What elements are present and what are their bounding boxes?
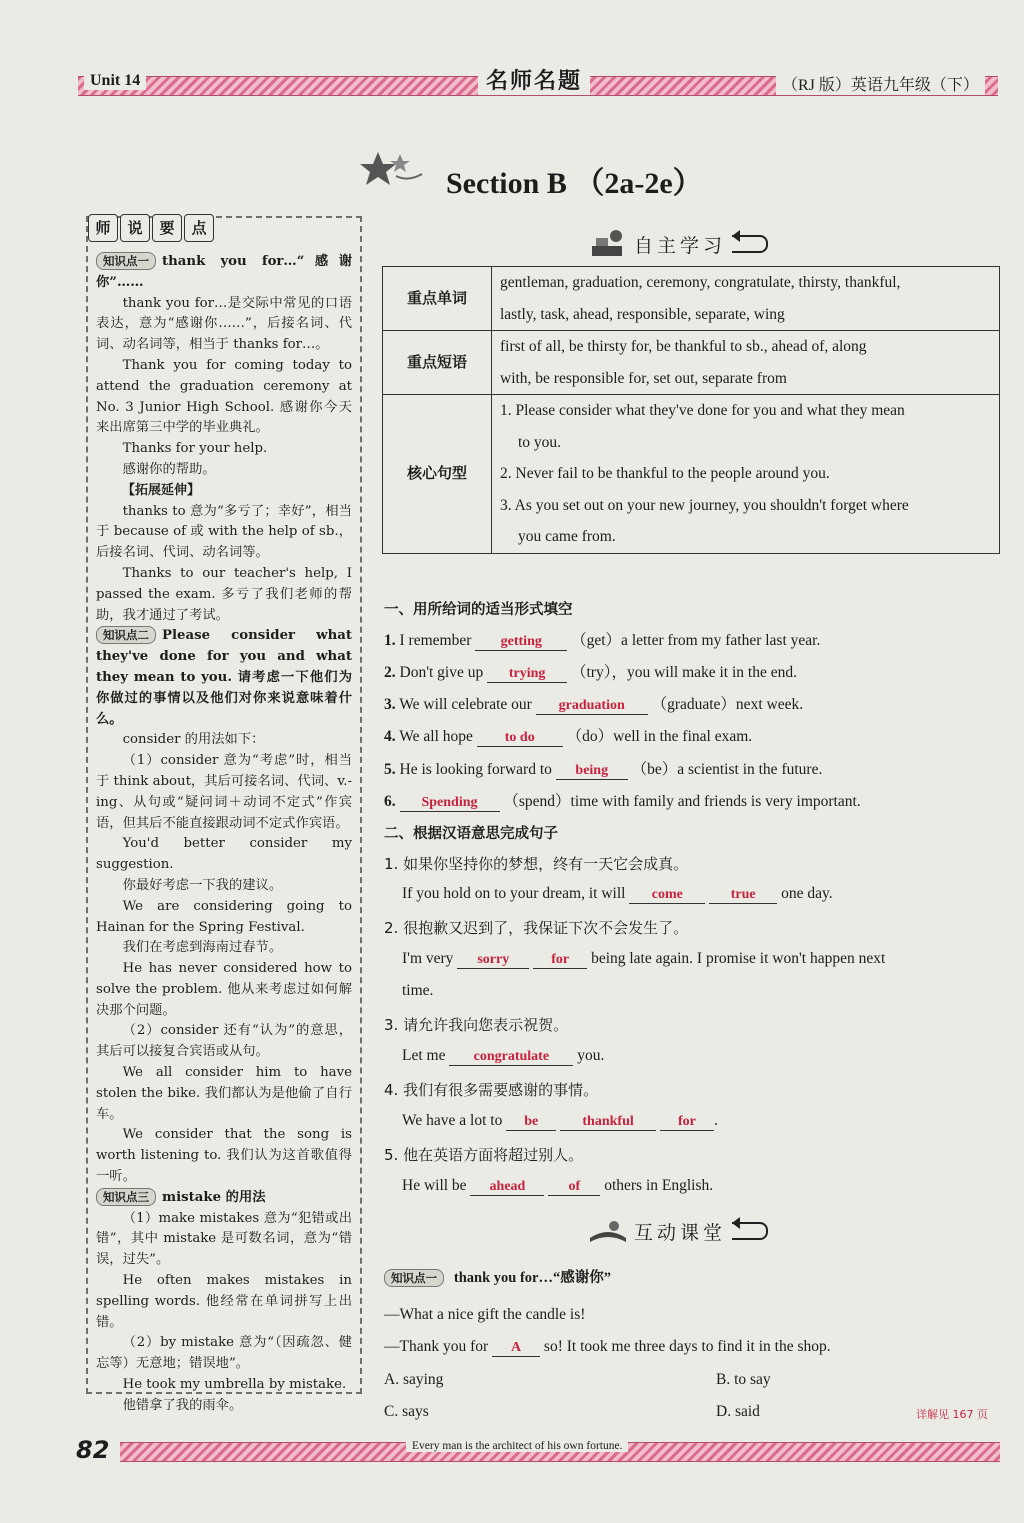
answer-blank: congratulate (449, 1049, 573, 1066)
badge-char: 要 (152, 214, 182, 242)
tips-paragraph: Thanks for your help. (122, 441, 268, 457)
tips-paragraph: thanks to 意为“多亏了；幸好”，相当于 because of 或 with the help of sb.，后接名词、代词、动名词等。 (96, 503, 352, 561)
tips-paragraph: He often makes mistakes in spelling words. 他经常在单词拼写上出错。 (96, 1273, 352, 1330)
row-line: first of all, be thirsty for, be thankful to sb., ahead of, along (500, 338, 867, 355)
item-text: . (713, 1112, 718, 1129)
self-study-tag (588, 226, 768, 262)
tips-paragraph: We are considering going to Hainan for the Spring Festival. (96, 898, 352, 935)
page-number: 82 (76, 1436, 115, 1464)
item-text: （spend）time with family and friends is very important. (503, 793, 861, 810)
interactive-kp (384, 1266, 1004, 1287)
tips-paragraph: thank you for…是交际中常见的口语表达，意为“感谢你……”，后接名词、代词、动名词等，相当于 thanks for…。 (96, 295, 352, 353)
star-icon (356, 146, 426, 192)
answer-blank: Spending (400, 795, 500, 812)
brand-title: 名师名题 (478, 64, 590, 95)
item-text: （try），you will make it in the end. (570, 664, 797, 681)
edition-label: （RJ 版）英语九年级（下） (776, 72, 985, 95)
row-line: 1. Please consider what they've done for you and what they mean (500, 402, 905, 419)
item-text: （do）well in the final exam. (566, 728, 753, 745)
answer-blank: sorry (457, 952, 529, 969)
ex2-question: 5. 他在英语方面将超过别人。 (384, 1146, 584, 1164)
kp1-title: thank you for…“感谢你”…… (96, 254, 352, 290)
ex2-answer-line (402, 1177, 1002, 1196)
tips-paragraph: He has never considered how to solve the problem. 他从来考虑过如何解决那个问题。 (96, 961, 352, 1018)
row-value (492, 331, 1000, 395)
kp3-title: mistake 的用法 (162, 1189, 266, 1205)
item-number: 1. (384, 632, 396, 649)
item-number: 5. (384, 761, 396, 778)
item-text: He is looking forward to (399, 761, 552, 778)
dialog-line: —What a nice gift the candle is! (384, 1306, 586, 1323)
ex2-question: 2. 很抱歉又迟到了，我保证下次不会发生了。 (384, 919, 689, 937)
ex1-item (384, 692, 1004, 715)
answer-blank: thankful (560, 1114, 656, 1131)
kp-title: thank you for…“感谢你” (453, 1270, 611, 1286)
answer-blank: A (492, 1340, 540, 1357)
tips-paragraph: 他错拿了我的雨伞。 (122, 1397, 243, 1413)
row-line: with, be responsible for, set out, separate from (500, 369, 787, 387)
section-title: Section B （2a-2e） (446, 167, 703, 200)
ex2-question: 1. 如果你坚持你的梦想，终有一天它会成真。 (384, 855, 689, 873)
tips-paragraph: 你最好考虑一下我的建议。 (122, 877, 283, 893)
kp3-tag: 知识点三 (96, 1188, 156, 1206)
row-value (492, 267, 1000, 331)
item-text: Don't give up (399, 664, 484, 681)
answer-blank: to do (477, 730, 563, 747)
interactive-label: 互动课堂 (634, 1221, 727, 1244)
badge-char: 点 (184, 214, 214, 242)
row-line: gentleman, graduation, ceremony, congratulate, thirsty, thankful, (500, 274, 901, 291)
answer-blank: ahead (470, 1179, 544, 1196)
book-icon (588, 1216, 628, 1246)
tips-paragraph: consider 的用法如下： (122, 732, 265, 748)
item-number: 3. (384, 696, 396, 713)
tips-paragraph: （2）by mistake 意为“（因疏忽、健忘等）无意地；错误地”。 (96, 1335, 352, 1372)
row-key: 重点单词 (383, 267, 492, 331)
item-text: you. (577, 1047, 605, 1064)
answer-blank: getting (475, 634, 567, 651)
interactive-tag (588, 1216, 768, 1246)
answer-blank: being (556, 763, 628, 780)
row-key: 核心句型 (383, 395, 492, 554)
tips-paragraph: We all consider him to have stolen the bike. 我们都认为是他偷了自行车。 (96, 1065, 352, 1122)
item-text: one day. (781, 885, 833, 902)
ex2-answer-line (402, 1047, 1002, 1066)
kp2-tag: 知识点二 (96, 626, 156, 644)
kp-tag: 知识点一 (384, 1269, 444, 1287)
row-value (492, 395, 1000, 554)
item-text: being late again. I promise it won't happen next (591, 950, 886, 967)
tips-paragraph: He took my umbrella by mistake. (122, 1377, 347, 1393)
option-c: C. says (384, 1403, 429, 1420)
arrow-icon (732, 235, 768, 253)
ex1-item (384, 789, 1004, 812)
self-study-label: 自主学习 (634, 234, 727, 257)
tips-paragraph: Thank you for coming today to attend the graduation ceremony at No. 3 Junior High School. 感谢你今天来出席第三中学的毕业典礼。 (96, 357, 352, 436)
item-text: —Thank you for (384, 1338, 489, 1355)
item-text: We all hope (399, 728, 473, 745)
answer-blank: of (548, 1179, 600, 1196)
table-row (383, 267, 1000, 331)
item-text: He will be (402, 1177, 467, 1194)
row-line: 2. Never fail to be thankful to the people around you. (500, 465, 830, 482)
tips-paragraph: （2）consider 还有“认为”的意思，其后可以接复合宾语或从句。 (96, 1023, 352, 1060)
item-text: （be）a scientist in the future. (631, 761, 823, 778)
row-line: lastly, task, ahead, responsible, separate, wing (500, 305, 785, 323)
item-text: Let me (402, 1047, 446, 1064)
option-a: A. saying (384, 1371, 444, 1388)
badge-char: 说 (120, 214, 150, 242)
item-text: （get）a letter from my father last year. (571, 632, 821, 649)
ex1-item (384, 628, 1004, 651)
answer-blank: for (533, 952, 587, 969)
ex1-title: 一、用所给词的适当形式填空 (384, 602, 573, 618)
ex1-item (384, 757, 1004, 780)
ex2-title: 二、根据汉语意思完成句子 (384, 826, 558, 842)
item-text: （graduate）next week. (651, 696, 804, 713)
kp1-tag: 知识点一 (96, 252, 156, 270)
tips-paragraph: 感谢你的帮助。 (122, 461, 216, 477)
tips-paragraph: You'd better consider my suggestion. (96, 836, 352, 873)
item-text: We have a lot to (402, 1112, 503, 1129)
tips-paragraph: 我们在考虑到海南过春节。 (122, 940, 283, 956)
answer-blank: true (709, 887, 777, 904)
option-b: B. to say (716, 1371, 771, 1388)
ex2-question: 3. 请允许我向您表示祝贺。 (384, 1016, 569, 1034)
ex2-answer-line (402, 1112, 1002, 1131)
tips-paragraph: （1）make mistakes 意为“犯错或出错”，其中 mistake 是可数名词，意为“错误，过失”。 (96, 1210, 352, 1268)
option-d: D. said (716, 1403, 760, 1420)
item-text: If you hold on to your dream, it will (402, 885, 626, 902)
table-row (383, 331, 1000, 395)
ex2-question: 4. 我们有很多需要感谢的事情。 (384, 1081, 599, 1099)
answer-blank: trying (487, 666, 567, 683)
item-text: so! It took me three days to find it in the shop. (543, 1338, 831, 1355)
ex2-answer-cont: time. (402, 982, 434, 999)
tips-paragraph: （1）consider 意为“考虑”时，相当于 think about，其后可接名词、代词、v.-ing、从句或“疑问词＋动词不定式”作宾语，但其后不能直接跟动词不定式作宾语。 (96, 753, 352, 831)
answer-note: 详解见 167 页 (916, 1408, 988, 1421)
ex2-answer-line (402, 885, 1002, 904)
kp2-title: Please consider what they've done for you and what they mean to you. 请考虑一下他们为你做过的事情以及他们对你来说意味着什么。 (96, 628, 352, 727)
item-number: 6. (384, 793, 396, 810)
dialog-line (384, 1338, 1004, 1357)
row-line: to you. (518, 433, 562, 451)
answer-blank: come (629, 887, 705, 904)
tips-paragraph: Thanks to our teacher's help, I passed the exam. 多亏了我们老师的帮助，我才通过了考试。 (96, 565, 352, 623)
item-text: I'm very (402, 950, 454, 967)
teacher-tips-badge (88, 214, 214, 242)
tips-text (96, 252, 352, 1417)
answer-blank: for (660, 1114, 714, 1131)
desk-icon (588, 226, 628, 262)
arrow-icon (732, 1222, 768, 1240)
badge-char: 师 (88, 214, 118, 242)
answer-blank: graduation (536, 698, 648, 715)
item-number: 4. (384, 728, 396, 745)
item-text: others in English. (604, 1177, 714, 1194)
key-points-table (382, 266, 1000, 554)
extension-heading: 【拓展延伸】 (122, 482, 201, 498)
tips-paragraph: We consider that the song is worth listening to. 我们认为这首歌值得一听。 (96, 1127, 352, 1185)
unit-label: Unit 14 (84, 72, 146, 90)
answer-blank: be (506, 1114, 556, 1131)
ex1-item (384, 724, 1004, 747)
item-text: We will celebrate our (399, 696, 532, 713)
ex2-answer-line (402, 950, 1002, 969)
ex1-item (384, 660, 1004, 683)
footer-motto: Every man is the architect of his own fortune. (406, 1440, 628, 1452)
row-line: you came from. (518, 528, 616, 545)
row-line: 3. As you set out on your new journey, you shouldn't forget where (500, 496, 909, 514)
item-number: 2. (384, 664, 396, 681)
item-text: I remember (399, 632, 472, 649)
row-key: 重点短语 (383, 331, 492, 395)
table-row (383, 395, 1000, 554)
